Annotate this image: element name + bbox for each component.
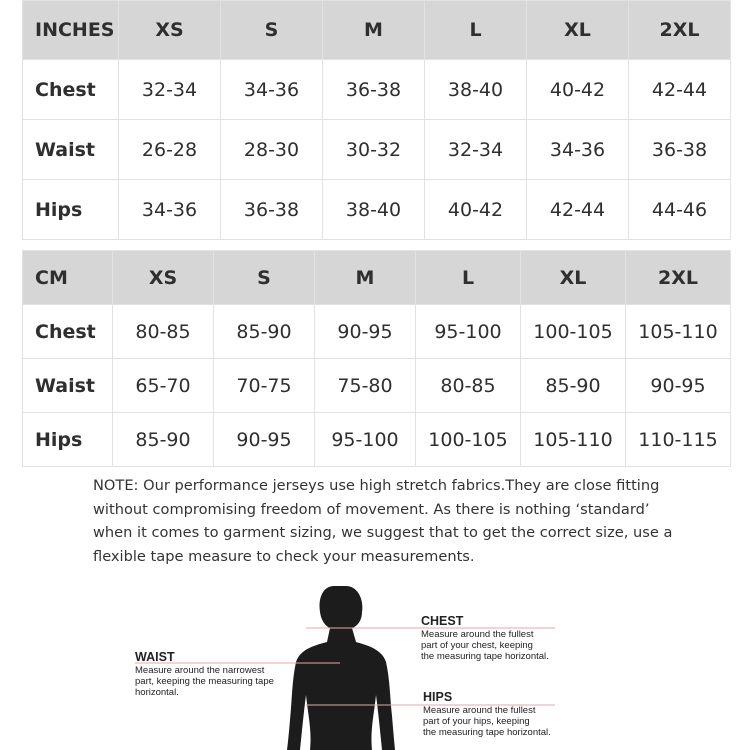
header-cell-xl: XL: [521, 251, 626, 305]
measurement-diagram: [0, 580, 750, 750]
hips-desc-line: Measure around the fullest: [423, 705, 536, 716]
row-label: Waist: [23, 359, 113, 413]
table-cell: 75-80: [315, 359, 416, 413]
row-label: Waist: [23, 120, 119, 180]
table-row: [23, 305, 731, 359]
table-cell: 85-90: [113, 413, 214, 467]
table-cell: 80-85: [113, 305, 214, 359]
table-cell: 36-38: [221, 180, 323, 240]
table-cell: 32-34: [425, 120, 527, 180]
table-header-row: [23, 1, 731, 60]
header-cell-m: M: [315, 251, 416, 305]
waist-desc-line: Measure around the narrowest: [135, 665, 265, 676]
body-silhouette-icon: [287, 586, 395, 750]
table-cell: 38-40: [323, 180, 425, 240]
table-row: [23, 60, 731, 120]
waist-desc-line: horizontal.: [135, 687, 179, 698]
hips-desc-line: part of your hips, keeping: [423, 716, 530, 727]
table-cell: 95-100: [315, 413, 416, 467]
header-cell-s: S: [221, 1, 323, 60]
table-cell: 80-85: [416, 359, 521, 413]
table-header-row: [23, 251, 731, 305]
row-label: Chest: [23, 305, 113, 359]
table-cell: 34-36: [221, 60, 323, 120]
table-cell: 85-90: [214, 305, 315, 359]
table-row: [23, 120, 731, 180]
header-cell-xl: XL: [527, 1, 629, 60]
sizing-note: NOTE: Our performance jerseys use high stretch fabrics.They are close fitting without compromising freedom of movement. As there is nothing ‘standard’ when it comes to garment sizing, we suggest that to get the correct size, use a flexible tape measure to check your measurements.: [93, 477, 673, 565]
table-cell: 36-38: [629, 120, 731, 180]
hips-desc-line: the measuring tape horizontal.: [423, 727, 551, 738]
table-cell: 95-100: [416, 305, 521, 359]
inches-size-table: [22, 0, 731, 240]
table-cell: 28-30: [221, 120, 323, 180]
table-cell: 34-36: [119, 180, 221, 240]
row-label: Chest: [23, 60, 119, 120]
table-cell: 110-115: [626, 413, 731, 467]
silhouette-shape: [287, 586, 395, 750]
table-cell: 36-38: [323, 60, 425, 120]
table-cell: 65-70: [113, 359, 214, 413]
header-cell-xs: XS: [119, 1, 221, 60]
row-label: Hips: [23, 180, 119, 240]
table-row: [23, 180, 731, 240]
header-cell-unit: INCHES: [23, 1, 119, 60]
table-cell: 34-36: [527, 120, 629, 180]
header-cell-l: L: [416, 251, 521, 305]
table-cell: 70-75: [214, 359, 315, 413]
header-cell-l: L: [425, 1, 527, 60]
chest-desc-line: Measure around the fullest: [421, 629, 534, 640]
hips-title: HIPS: [423, 690, 453, 704]
table-cell: 44-46: [629, 180, 731, 240]
table-cell: 105-110: [521, 413, 626, 467]
table-row: [23, 413, 731, 467]
table-cell: 42-44: [629, 60, 731, 120]
table-row: [23, 359, 731, 413]
table-cell: 100-105: [416, 413, 521, 467]
header-cell-m: M: [323, 1, 425, 60]
table-cell: 40-42: [527, 60, 629, 120]
table-cell: 32-34: [119, 60, 221, 120]
header-cell-unit: CM: [23, 251, 113, 305]
table-cell: 40-42: [425, 180, 527, 240]
table-cell: 105-110: [626, 305, 731, 359]
table-cell: 26-28: [119, 120, 221, 180]
chest-desc-line: part of your chest, keeping: [421, 640, 533, 651]
table-cell: 90-95: [626, 359, 731, 413]
table-cell: 85-90: [521, 359, 626, 413]
table-cell: 90-95: [214, 413, 315, 467]
table-cell: 30-32: [323, 120, 425, 180]
waist-desc-line: part, keeping the measuring tape: [135, 676, 274, 687]
chest-title: CHEST: [421, 614, 464, 628]
table-cell: 90-95: [315, 305, 416, 359]
header-cell-2xl: 2XL: [629, 1, 731, 60]
cm-size-table: [22, 250, 731, 467]
row-label: Hips: [23, 413, 113, 467]
header-cell-2xl: 2XL: [626, 251, 731, 305]
chest-desc-line: the measuring tape horizontal.: [421, 651, 549, 662]
table-cell: 100-105: [521, 305, 626, 359]
table-cell: 38-40: [425, 60, 527, 120]
header-cell-s: S: [214, 251, 315, 305]
table-cell: 42-44: [527, 180, 629, 240]
header-cell-xs: XS: [113, 251, 214, 305]
waist-title: WAIST: [135, 650, 175, 664]
